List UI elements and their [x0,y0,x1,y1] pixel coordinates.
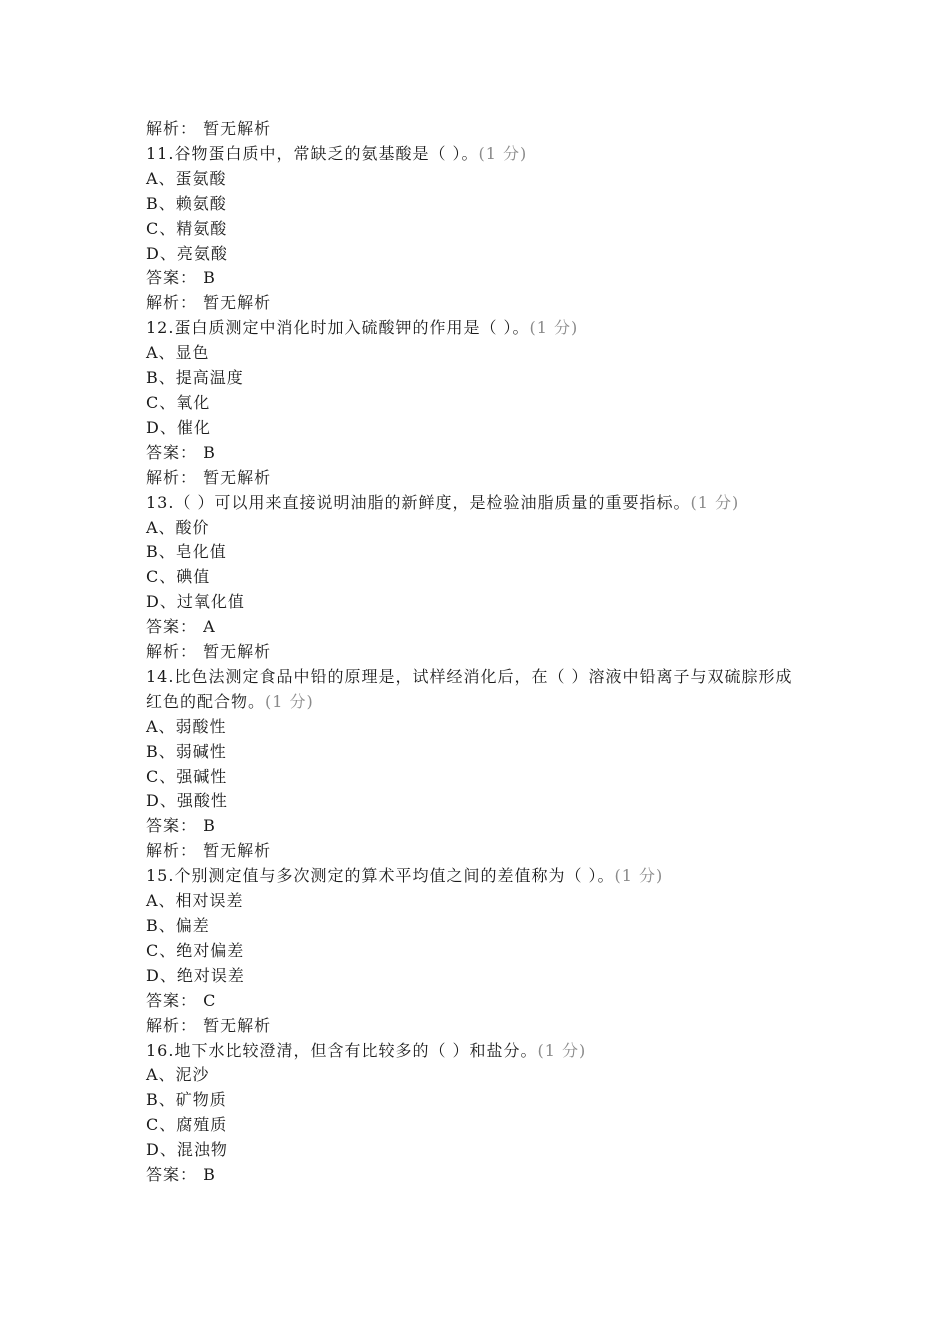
option-line: D、亮氨酸 [146,243,228,263]
option-line: C、精氨酸 [146,218,228,238]
question-block [146,316,806,490]
option-line: A、弱酸性 [146,716,227,736]
question-block [146,864,806,1038]
question-stem [146,316,806,341]
option-line: A、相对误差 [146,891,244,911]
answer-line: 答案： B [146,268,216,288]
question-stem [146,142,806,167]
question-stem-text: 16.地下水比较澄清，但含有比较多的（ ）和盐分。 [146,1040,538,1060]
option-line: C、绝对偏差 [146,940,245,960]
option-line: B、提高温度 [146,368,244,388]
question-list [146,117,806,1188]
option-line: B、偏差 [146,916,210,935]
option-line: D、过氧化值 [146,592,245,612]
option-line: D、催化 [146,417,211,437]
answer-line: 答案： B [146,1165,216,1185]
option-line: C、强碱性 [146,766,228,786]
question-stem-text: 14.比色法测定食品中铅的原理是，试样经消化后，在（ ）溶液中铅离子与双硫腙形成红色的配合物。 [146,666,793,711]
option-line: A、泥沙 [146,1065,210,1085]
option-line: A、显色 [146,343,210,363]
analysis-line: 解析： 暂无解析 [146,293,272,313]
question-score: (1 分) [478,143,528,163]
question-block [146,142,806,316]
question-stem-text: 15.个别测定值与多次测定的算术平均值之间的差值称为（ ）。 [146,866,615,886]
question-stem [146,864,806,889]
option-line: D、绝对误差 [146,965,245,985]
option-line: A、蛋氨酸 [146,168,227,188]
question-score: (1 分) [537,1040,587,1060]
option-line: D、混浊物 [146,1140,228,1160]
analysis-line: 解析： 暂无解析 [146,467,272,487]
question-score: (1 分) [690,492,740,512]
option-line: B、矿物质 [146,1090,227,1110]
option-line: C、腐殖质 [146,1115,228,1135]
question-stem [146,665,806,715]
analysis-line: 解析： 暂无解析 [146,642,272,662]
answer-line: 答案： C [146,990,217,1010]
question-score: (1 分) [265,691,314,711]
option-line: C、碘值 [146,567,211,587]
option-line: B、弱碱性 [146,741,227,761]
option-line: B、皂化值 [146,542,227,562]
question-block [146,491,806,665]
question-score: (1 分) [614,866,664,886]
question-block [146,665,806,864]
question-score: (1 分) [529,318,579,338]
question-stem-text: 13.（ ）可以用来直接说明油脂的新鲜度，是检验油脂质量的重要指标。 [146,492,691,512]
analysis-line: 解析： 暂无解析 [146,119,272,138]
question-stem [146,1039,806,1064]
question-stem-text: 11.谷物蛋白质中，常缺乏的氨基酸是（ ）。 [146,143,479,163]
option-line: C、氧化 [146,392,211,412]
analysis-line: 解析： 暂无解析 [146,841,272,861]
answer-line: 答案： B [146,442,216,462]
answer-line: 答案： A [146,617,216,637]
question-block [146,1039,806,1188]
option-line: A、酸价 [146,517,210,537]
question-stem-text: 12.蛋白质测定中消化时加入硫酸钾的作用是（ ）。 [146,318,530,338]
option-line: D、强酸性 [146,791,228,811]
answer-line: 答案： B [146,816,216,836]
analysis-line: 解析： 暂无解析 [146,1015,272,1035]
question-stem [146,491,806,516]
option-line: B、赖氨酸 [146,193,227,213]
